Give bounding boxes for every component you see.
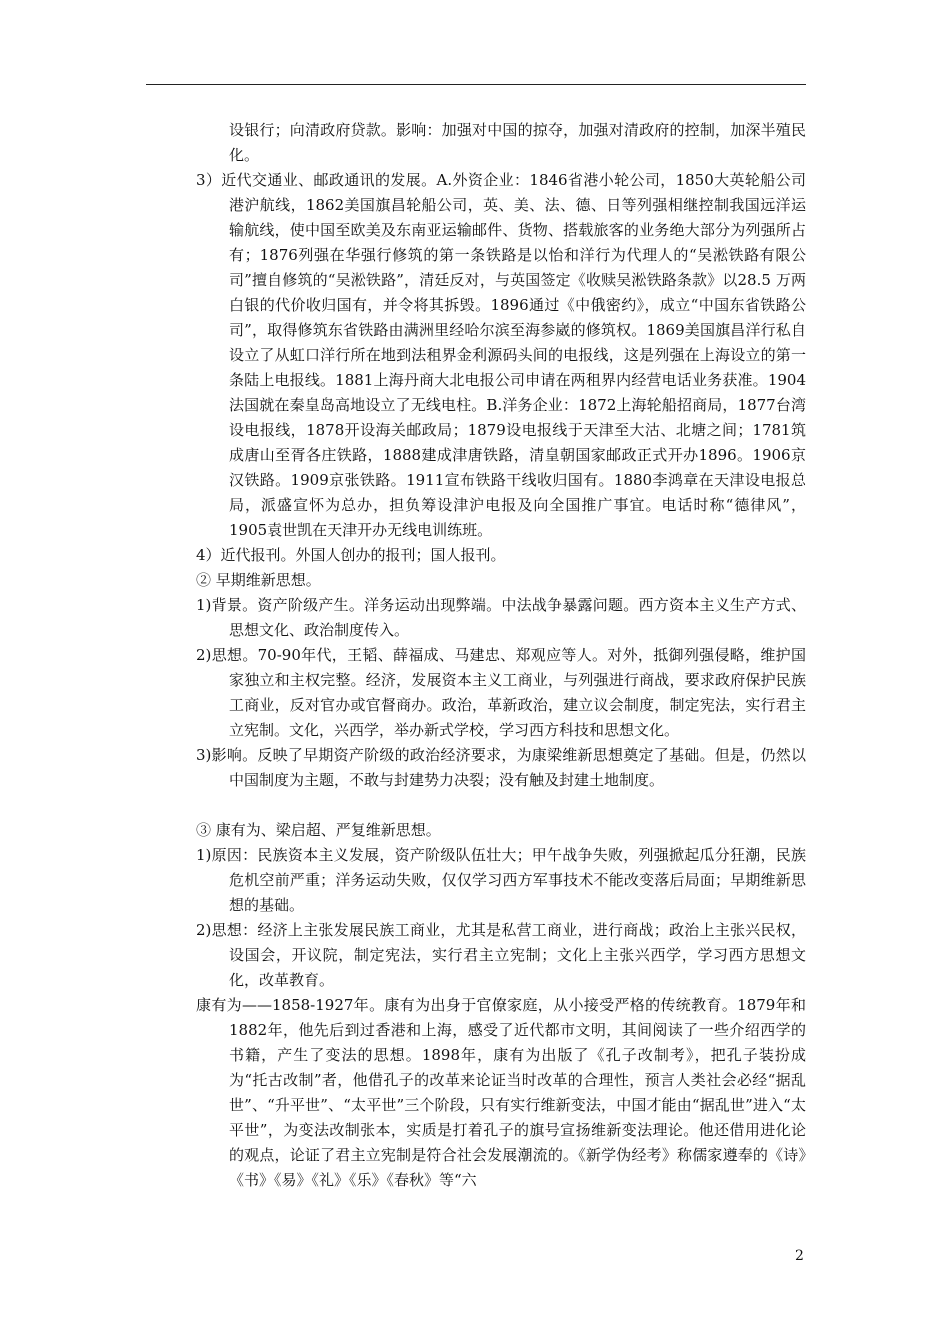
paragraph-influence: 3)影响。反映了早期资产阶级的政治经济要求，为康梁维新思想奠定了基础。但是，仍然以中国制度为主题，不敢与封建势力决裂；没有触及封建土地制度。 [196, 746, 806, 789]
paragraph-thought: 2)思想。70-90年代，王韬、薛福成、马建忠、郑观应等人。对外，抵御列强侵略，维护国家独立和主权完整。经济，发展资本主义工商业，与列强进行商战，要求政府保护民族工商业，反对官办或官督商办。政治，革新政治，建立议会制度，制定宪法，实行君主立宪制。文化，兴西学，举办新式学校，学习西方科技和思想文化。 [196, 646, 806, 739]
paragraph-causes: 1)原因：民族资本主义发展，资产阶级队伍壮大；甲午战争失败，列强掀起瓜分狂潮，民族危机空前严重；洋务运动失败，仅仅学习西方军事技术不能改变落后局面；早期维新思想的基础。 [196, 846, 806, 914]
header-rule [146, 84, 806, 85]
blank-line [196, 793, 806, 818]
paragraph-ideas: 2)思想：经济上主张发展民族工商业，尤其是私营工商业，进行商战；政治上主张兴民权，设国会，开议院，制定宪法，实行君主立宪制；文化上主张兴西学，学习西方思想文化，改革教育。 [196, 921, 806, 989]
heading-kang-liang-yan: ③ 康有为、梁启超、严复维新思想。 [196, 821, 441, 839]
page-number: 2 [795, 1248, 804, 1264]
paragraph-background: 1)背景。资产阶级产生。洋务运动出现弊端。中法战争暴露问题。西方资本主义生产方式、思想文化、政治制度传入。 [196, 596, 806, 639]
heading-early-reform: ② 早期维新思想。 [196, 571, 321, 589]
paragraph-newspapers: 4）近代报刊。外国人创办的报刊；国人报刊。 [196, 546, 506, 564]
document-body [196, 118, 806, 1193]
paragraph-continuation: 设银行；向清政府贷款。影响：加强对中国的掠夺，加强对清政府的控制，加深半殖民化。 [229, 121, 806, 164]
paragraph-kang-youwei: 康有为——1858-1927年。康有为出身于官僚家庭，从小接受严格的传统教育。1879年和1882年，他先后到过香港和上海，感受了近代都市文明，其间阅读了一些介绍西学的书籍，产生了变法的思想。1898年，康有为出版了《孔子改制考》，把孔子装扮成为“托古改制”者，他借孔子的改革来论证当时改革的合理性，预言人类社会必经“据乱世”、“升平世”、“太平世”三个阶段，只有实行维新变法，中国才能由“据乱世”进入“太平世”，为变法改制张本，实质是打着孔子的旗号宣扬维新变法理论。他还借用进化论的观点，论证了君主立宪制是符合社会发展潮流的。《新学伪经考》称儒家遵奉的《诗》《书》《易》《礼》《乐》《春秋》等“六 [196, 996, 806, 1189]
paragraph-transport-postal: 3）近代交通业、邮政通讯的发展。A.外资企业：1846省港小轮公司，1850大英轮船公司港沪航线，1862美国旗昌轮船公司，英、美、法、德、日等列强相继控制我国远洋运输航线，使中国至欧美及东南亚运输邮件、货物、搭载旅客的业务绝大部分为列强所占有；1876列强在华强行修筑的第一条铁路是以怡和洋行为代理人的“吴淞铁路有限公司”擅自修筑的“吴淞铁路”，清廷反对，与英国签定《收赎吴淞铁路条款》以28.5 万两白银的代价收归国有，并令将其拆毁。1896通过《中俄密约》，成立“中国东省铁路公司”，取得修筑东省铁路由满洲里经哈尔滨至海参崴的修筑权。1869美国旗昌洋行私自设立了从虹口洋行所在地到法租界金利源码头间的电报线，这是列强在上海设立的第一条陆上电报线。1881上海丹商大北电报公司申请在两租界内经营电话业务获准。1904法国就在秦皇岛高地设立了无线电柱。B.洋务企业：1872上海轮船招商局，1877台湾设电报线，1878开设海关邮政局；1879设电报线于天津至大沽、北塘之间；1781筑成唐山至胥各庄铁路，1888建成津唐铁路，清皇朝国家邮政正式开办1896。1906京汉铁路。1909京张铁路。1911宣布铁路干线收归国有。1880李鸿章在天津设电报总局，派盛宣怀为总办，担负筹设津沪电报及向全国推广事宜。电话时称“德律风”，1905袁世凯在天津开办无线电训练班。 [196, 171, 806, 539]
